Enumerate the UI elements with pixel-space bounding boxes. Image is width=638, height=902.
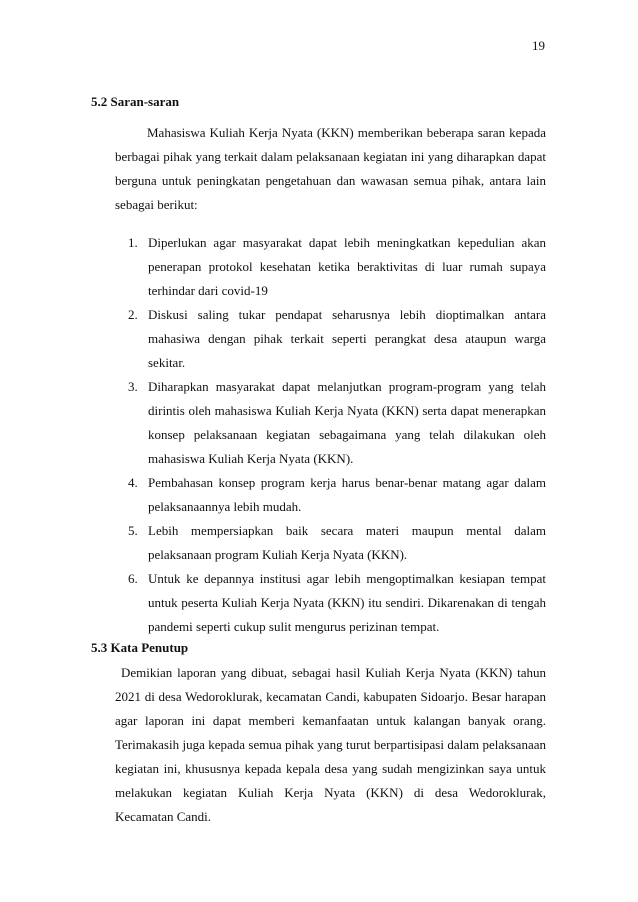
- list-item-number: 5.: [128, 523, 138, 538]
- list-item-number: 6.: [128, 571, 138, 586]
- list-item: [128, 303, 546, 375]
- intro-paragraph: Mahasiswa Kuliah Kerja Nyata (KKN) memberikan beberapa saran kepada berbagai pihak yang terkait dalam pelaksanaan kegiatan ini yang diharapkan dapat berguna untuk peningkatan pengetahuan dan wawasan semua pihak, antara lain sebagai berikut:: [115, 125, 546, 212]
- list-item: [128, 519, 546, 567]
- list-item: [128, 375, 546, 471]
- list-item-text: Diskusi saling tukar pendapat seharusnya lebih dioptimalkan antara mahasiwa dengan pihak terkait seperti perangkat desa ataupun warga sekitar.: [148, 307, 546, 370]
- list-item-number: 3.: [128, 379, 138, 394]
- list-item: [128, 471, 546, 519]
- list-item-text: Pembahasan konsep program kerja harus benar-benar matang agar dalam pelaksanaannya lebih mudah.: [148, 475, 546, 514]
- list-item-number: 4.: [128, 475, 138, 490]
- page-number: 19: [532, 38, 545, 53]
- list-item-text: Lebih mempersiapkan baik secara materi maupun mental dalam pelaksanaan program Kuliah Kerja Nyata (KKN).: [148, 523, 546, 562]
- document-body: [91, 93, 546, 829]
- list-item-text: Untuk ke depannya institusi agar lebih mengoptimalkan kesiapan tempat untuk peserta Kuliah Kerja Nyata (KKN) itu sendiri. Dikarenakan di tengah pandemi seperti cukup sulit mengurus perizinan tempat.: [148, 571, 546, 634]
- list-item-text: Diperlukan agar masyarakat dapat lebih meningkatkan kepedulian akan penerapan protokol kesehatan ketika beraktivitas di luar rumah supaya terhindar dari covid-19: [148, 235, 546, 298]
- suggestion-list: [91, 231, 546, 639]
- list-item: [128, 567, 546, 639]
- section-heading-penutup: 5.3 Kata Penutup: [91, 640, 189, 655]
- list-item-number: 1.: [128, 235, 138, 250]
- list-item: [128, 231, 546, 303]
- closing-paragraph: Demikian laporan yang dibuat, sebagai hasil Kuliah Kerja Nyata (KKN) tahun 2021 di desa Wedoroklurak, kecamatan Candi, kabupaten Sidoarjo. Besar harapan agar laporan ini dapat memberi kemanfaatan untuk kalangan banyak orang. Terimakasih juga kepada semua pihak yang turut berpartisipasi dalam pelaksanaan kegiatan ini, khususnya kepada kepala desa yang sudah mengizinkan saya untuk melakukan kegiatan Kuliah Kerja Nyata (KKN) di desa Wedoroklurak, Kecamatan Candi.: [115, 665, 546, 824]
- list-item-number: 2.: [128, 307, 138, 322]
- section-heading-saran: 5.2 Saran-saran: [91, 94, 180, 109]
- list-item-text: Diharapkan masyarakat dapat melanjutkan program-program yang telah dirintis oleh mahasiswa Kuliah Kerja Nyata (KKN) serta dapat menerapkan konsep pelaksanaan kegiatan sebagaimana yang telah dilakukan oleh mahasiswa Kuliah Kerja Nyata (KKN).: [148, 379, 546, 466]
